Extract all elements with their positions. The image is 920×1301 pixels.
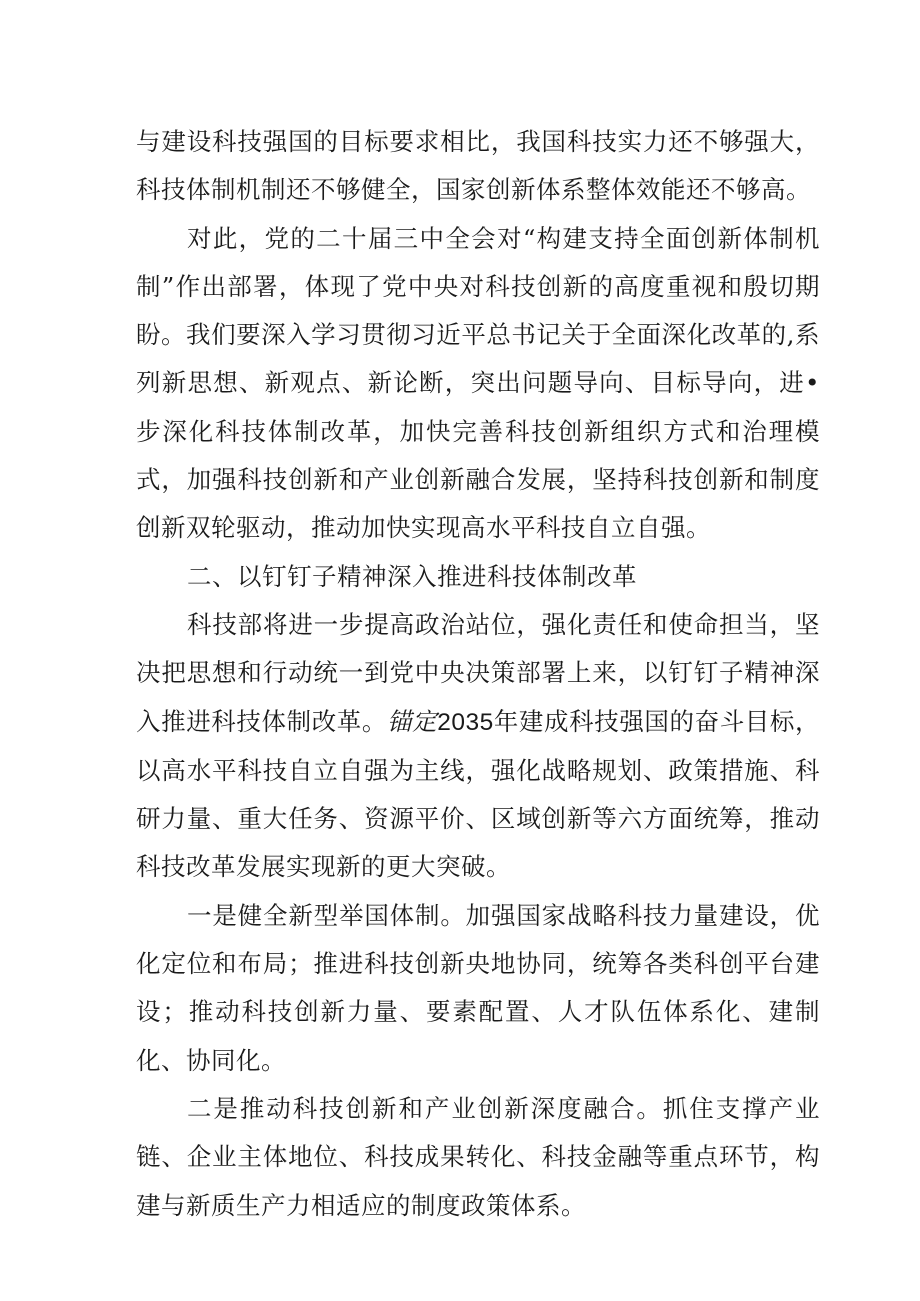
- paragraph-point-two: 二是推动科技创新和产业创新深度融合。抓住支撑产业链、企业主体地位、科技成果转化、科技金融等重点环节，构建与新质生产力相适应的制度政策体系。: [136, 1093, 820, 1220]
- paragraph-text-after: 年建成科技强国的奋斗目标，以高水平科技自立自强为主线，强化战略规划、政策措施、科研力量、重大任务、资源平价、区域创新等六方面统筹，推动科技改革发展实现新的更大突破。: [136, 706, 821, 882]
- paragraph-text-before: 科技部将进一步提高政治站位，强化责任和使命担当，坚决把思想和行动统一到党中央决策部署上来，以钉钉子精神深入推进科技体制改革。: [136, 609, 820, 736]
- year-text: 2035: [437, 708, 494, 736]
- section-heading-2: 二、以钉钉子精神深入推进科技体制改革: [187, 561, 637, 591]
- paragraph-ministry-reform: [136, 601, 820, 892]
- paragraph-point-one: 一是健全新型举国体制。加强国家战略科技力量建设，优化定位和布局；推进科技创新央地协同，统筹各类科创平台建设；推动科技创新力量、要素配置、人才队伍体系化、建制化、协同化。: [136, 900, 820, 1075]
- paragraph-continuation: 与建设科技强国的目标要求相比，我国科技实力还不够强大，科技体制机制还不够健全，国家创新体系整体效能还不够高。: [136, 127, 820, 205]
- paragraph-italic-text: 锚定: [387, 706, 438, 736]
- paragraph-plenary-deployment: 对此，党的二十届三中全会对“构建支持全面创新体制机制”作出部署，体现了党中央对科技创新的高度重视和殷切期盼。我们要深入学习贯彻习近平总书记关于全面深化改革的,系列新思想、新观点、新论断，突出问题导向、目标导向，进•步深化科技体制改革，加快完善科技创新组织方式和治理模式，加强科技创新和产业创新融合发展，坚持科技创新和制度创新双轮驱动，推动加快实现高水平科技自立自强。: [136, 223, 820, 543]
